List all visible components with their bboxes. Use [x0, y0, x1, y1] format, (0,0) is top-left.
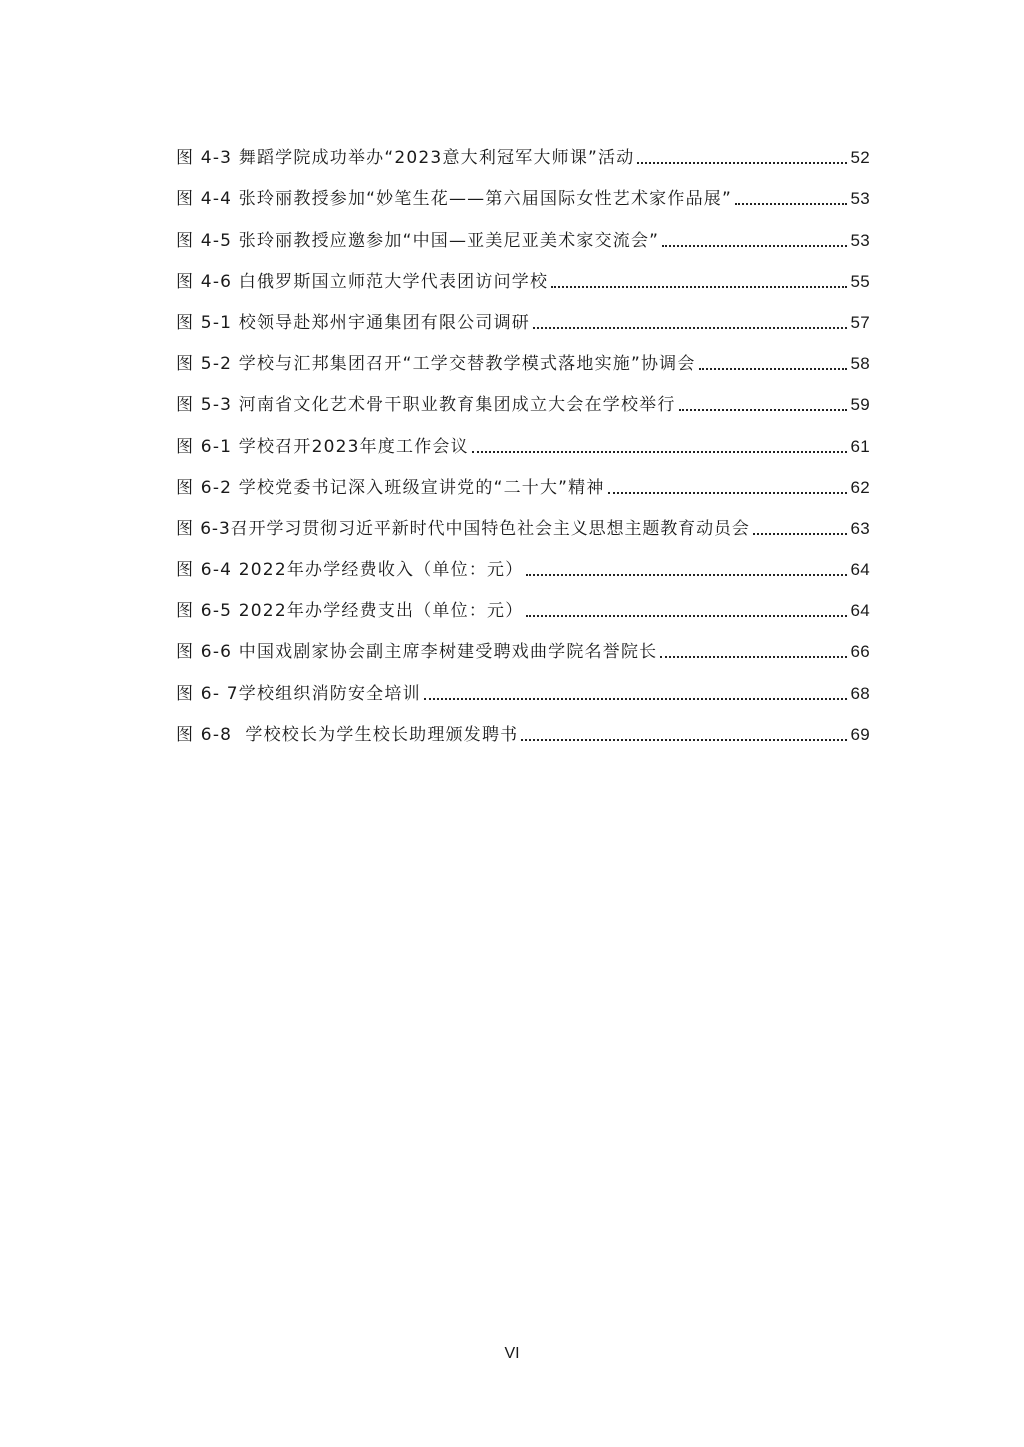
entry-page-number: 53 [850, 189, 870, 209]
toc-entry[interactable] [176, 713, 870, 754]
entry-page-number: 64 [850, 601, 870, 621]
table-of-figures [176, 136, 870, 754]
entry-title: 图 6-4 2022年办学经费收入（单位：元） [176, 560, 524, 581]
dot-leader [679, 409, 848, 411]
entry-page-number: 55 [850, 271, 870, 291]
dot-leader [533, 327, 848, 329]
dot-leader [637, 162, 847, 164]
entry-page-number: 61 [850, 436, 870, 456]
dot-leader [526, 615, 847, 617]
entry-title: 图 4-4 张玲丽教授参加“妙笔生花——第六届国际女性艺术家作品展” [176, 189, 732, 210]
entry-page-number: 53 [850, 230, 870, 250]
entry-title: 图 4-5 张玲丽教授应邀参加“中国—亚美尼亚美术家交流会” [176, 230, 660, 251]
entry-title: 图 6-6 中国戏剧家协会副主席李树建受聘戏曲学院名誉院长 [176, 642, 658, 663]
entry-title: 图 6- 7学校组织消防安全培训 [176, 683, 421, 704]
dot-leader [608, 492, 848, 494]
dot-leader [424, 698, 848, 700]
dot-leader [735, 203, 847, 205]
toc-entry[interactable] [176, 630, 870, 671]
dot-leader [526, 574, 847, 576]
entry-title: 图 6-8 学校校长为学生校长助理颁发聘书 [176, 724, 519, 745]
dot-leader [753, 533, 848, 535]
toc-entry[interactable] [176, 260, 870, 301]
entry-page-number: 63 [850, 518, 870, 538]
toc-entry[interactable] [176, 589, 870, 630]
entry-page-number: 57 [850, 312, 870, 332]
entry-title: 图 4-6 白俄罗斯国立师范大学代表团访问学校 [176, 271, 549, 292]
dot-leader [521, 739, 847, 741]
entry-page-number: 58 [850, 354, 870, 374]
dot-leader [551, 286, 847, 288]
toc-entry[interactable] [176, 218, 870, 259]
entry-page-number: 68 [850, 683, 870, 703]
toc-entry[interactable] [176, 466, 870, 507]
toc-entry[interactable] [176, 301, 870, 342]
toc-entry[interactable] [176, 507, 870, 548]
toc-entry[interactable] [176, 342, 870, 383]
entry-title: 图 6-1 学校召开2023年度工作会议 [176, 436, 469, 457]
entry-title: 图 5-2 学校与汇邦集团召开“工学交替教学模式落地实施”协调会 [176, 354, 696, 375]
entry-page-number: 69 [850, 724, 870, 744]
entry-page-number: 59 [850, 395, 870, 415]
dot-leader [662, 245, 847, 247]
entry-page-number: 62 [850, 477, 870, 497]
toc-entry[interactable] [176, 671, 870, 712]
toc-entry[interactable] [176, 383, 870, 424]
toc-entry[interactable] [176, 136, 870, 177]
dot-leader [699, 368, 848, 370]
toc-entry[interactable] [176, 548, 870, 589]
toc-entry[interactable] [176, 424, 870, 465]
entry-title: 图 6-2 学校党委书记深入班级宣讲党的“二十大”精神 [176, 477, 605, 498]
entry-page-number: 52 [850, 148, 870, 168]
page-number: VI [504, 1345, 520, 1362]
entry-title: 图 4-3 舞蹈学院成功举办“2023意大利冠军大师课”活动 [176, 148, 635, 169]
toc-entry[interactable] [176, 177, 870, 218]
dot-leader [660, 656, 847, 658]
entry-title: 图 6-5 2022年办学经费支出（单位：元） [176, 601, 524, 622]
entry-page-number: 64 [850, 560, 870, 580]
entry-title: 图 6-3召开学习贯彻习近平新时代中国特色社会主义思想主题教育动员会 [176, 518, 750, 539]
entry-title: 图 5-1 校领导赴郑州宇通集团有限公司调研 [176, 312, 530, 333]
entry-page-number: 66 [850, 642, 870, 662]
dot-leader [472, 451, 848, 453]
entry-title: 图 5-3 河南省文化艺术骨干职业教育集团成立大会在学校举行 [176, 395, 676, 416]
